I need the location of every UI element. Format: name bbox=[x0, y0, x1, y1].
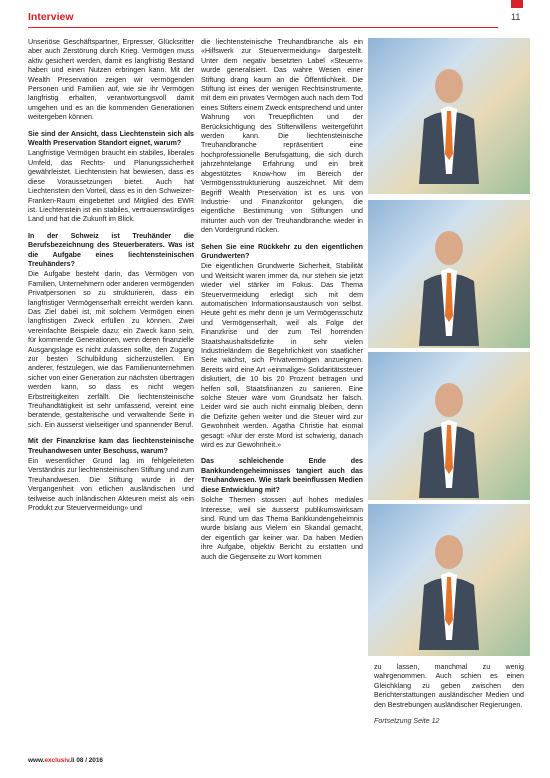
text-column-2 bbox=[201, 38, 363, 569]
interview-question bbox=[28, 232, 194, 431]
person-figure bbox=[414, 226, 484, 346]
question-text: Sehen Sie eine Rückkehr zu den eigentlichen Grundwerten? bbox=[201, 242, 363, 260]
interview-photo bbox=[368, 200, 530, 348]
footer-brand: exclusiv bbox=[44, 757, 70, 764]
interview-photo bbox=[368, 38, 530, 194]
interview-question bbox=[28, 437, 194, 513]
interview-question bbox=[201, 457, 363, 561]
answer-text: Solche Themen stossen auf hohes mediales Interesse, weil sie äusserst publikumswirksam sind. Rund um das Thema Bankkundengeheimnis wurde bislang aus Vielem ein Skandal gemacht, der eigentlich gar keiner war. Da haben Medien ihre Aufgabe, objektiv Bericht zu erstatten und auch die Gegenseite zu Wort kommen bbox=[201, 496, 363, 561]
footer-suffix: .li 08 / 2016 bbox=[69, 757, 103, 764]
paragraph: die liechtensteinische Treuhandbranche als ein «Hilfswerk zur Steuervermeidung» dargestellt. Unter dem negativ besetzten Label «Steuern» wurde generalisiert. Das wahre Wesen einer Stiftung drang kaum an die Öffentlichkeit. Die Stiftung ist eines der wenigen Rechtsinstrumente, mit dem ein privates Vermögen auch nach dem Tod eines Stifters einem Zweck entsprechend und unter Wahrung von Treuepflichten und der Berücksichtigung des Stifterwillens weitergeführt werden kann. Die liechtensteinische Treuhandbranche repräsentiert eine hochprofessionelle Berufsgattung, die sich durch jahrzehntelange Erfahrung und ein breit abgestütztes Know-how im Bereich der Vermögensstrukturierung auszeichnet. Mit dem Begriff Wealth Preservation ist es uns von Industrie- und Finanzkontor gelungen, die eigentliche Bestimmung von Stiftungen und mitunter auch von der Treuhandbranche wieder in den Vordergrund rücken. bbox=[201, 38, 363, 235]
interview-question bbox=[28, 130, 194, 225]
question-text: Sie sind der Ansicht, dass Liechtenstein sich als Wealth Preservation Standort eignet, warum? bbox=[28, 129, 194, 148]
footer-prefix: www. bbox=[28, 757, 45, 764]
question-text: Das schleichende Ende des Bankkundengeheimnisses tangiert auch das Treuhandwesen. Wie stark beeinflussen Medien diese Entwicklung mit? bbox=[201, 457, 363, 494]
answer-text: Ein wesentlicher Grund lag im fehlgeleiteten Verständnis zur liechtensteinischen Stiftung und zum Treuhandwesen. Die Stiftung wurde in der Vergangenheit von etlichen ausländischen und teilweise auch inländischen Akteuren meist als «ein Produkt zur Steuervermeidung» und bbox=[28, 457, 195, 513]
answer-text: Die eigentlichen Grundwerte Sicherheit, Stabilität und Weitsicht waren immer da, nur stehen sie jetzt wieder viel stärker im Fokus. Das Thema Steuervermeidung erledigt sich mit dem automatischen Informationsaustausch von selbst. Heute geht es mehr denn je um Vermögensschutz und Vermögenserhalt, weil als Folge der Finanzkrise und der zum Teil horrenden Staatshaushaltsdefizite in sehr vielen Industrieländern die Begehrlichkeit von staatlicher Seite wächst, sich Privatvermögen anzueignen. Bereits wird eine Art «einmalige» Solidaritätssteuer diskutiert, die 10 bis 20 Prozent betragen und helfen soll, Staatsfinanzen zu sanieren. Eine solche Steuer wäre vom Grundsatz her falsch. Leider wird sie auch nicht einmalig bleiben, denn die Defizite gehen weiter und die Steuer wird zur Gewohnheit werden. Agatha Christie hat einmal gesagt: «Nur der erste Mord ist schwierig, danach wird es zur Gewohnheit.» bbox=[201, 262, 363, 450]
interview-photo bbox=[368, 352, 530, 500]
corner-marker bbox=[511, 0, 523, 8]
person-figure bbox=[414, 378, 484, 498]
interview-photo bbox=[368, 504, 530, 656]
person-figure bbox=[414, 530, 484, 650]
person-figure bbox=[414, 64, 484, 184]
footer-url bbox=[28, 757, 103, 764]
header-rule bbox=[28, 27, 498, 28]
interview-question bbox=[201, 243, 363, 451]
paragraph: Unseriöse Geschäftspartner, Erpresser, Glücksritter aber auch Zerstörung durch Krieg. Vermögen muss aktiv gesichert werden, damit es langfristig Bestand haben und einen Nutzen erbringen kann. Mit der Wealth Preservation zeigen wir vermögenden Personen und Familien auf, wie sie ihr Vermögen langfristig erhalten, verantwortungsvoll damit umgehen und es an die kommenden Generationen weitergeben können. bbox=[28, 38, 194, 122]
section-label: Interview bbox=[28, 11, 74, 23]
page-number: 11 bbox=[511, 12, 521, 22]
continuation-note: Fortsetzung Seite 12 bbox=[374, 717, 440, 726]
question-text: Mit der Finanzkrise kam das liechtensteinische Treuhandwesen unter Beschuss, warum? bbox=[28, 437, 194, 455]
question-text: In der Schweiz ist Treuhänder die Berufsbezeichnung des Steuerberaters. Was ist die Aufgabe eines liechtensteinischen Treuhänders? bbox=[28, 231, 194, 268]
answer-text: Langfristige Vermögen braucht ein stabiles, liberales Umfeld, das Rechts- und Planungssicherheit gewährleistet. Liechtenstein hat bewiesen, dass es diese Voraussetzungen bietet. Auch hat Liechtenstein den Vorteil, dass es in den Schweizer-Franken-Raum eingebettet und Mitglied des EWR ist. Liechtenstein ist ein stabiles, vertrauenswürdiges Land und hat die Zukunft im Blick. bbox=[28, 149, 194, 224]
text-column-1 bbox=[28, 38, 194, 521]
answer-text: Die Aufgabe besteht darin, das Vermögen von Familien, Unternehmern oder anderen vermögenden Privatpersonen so zu strukturieren, dass ein langfristiger Vermögenserhalt erreicht werden kann. Das Ziel dabei ist, mit solchem Vermögen einen langfristigen Zweck erfüllen zu können. Zwei vereinfachte Beispiele dazu: ein Zweck kann sein, für kommende Generationen, wenn deren finanzielle Ausgangslage es nicht zulassen sollte, den Zugang zur besten Schulbildung sicherzustellen. Ein anderer, festzulegen, wie das Familienunternehmen sicher von einer Generation zur nächsten übertragen werden kann, so dass es nicht wegen Erbstreitigkeiten zerfällt. Die liechtensteinische Treuhandtätigkeit ist sehr umfassend, vereint eine beratende, gestalterische und verwaltende Seite in sich. Ein äusserst vielseitiger und spannender Beruf. bbox=[28, 270, 195, 429]
text-column-3 bbox=[374, 663, 524, 733]
paragraph: zu lassen, manchmal zu wenig wahrgenommen. Auch schien es einen Gleichklang zu geben zwischen den Berichterstattungen ausländischer Medien und den Bestrebungen ausländischer Regierungen. bbox=[374, 663, 524, 709]
